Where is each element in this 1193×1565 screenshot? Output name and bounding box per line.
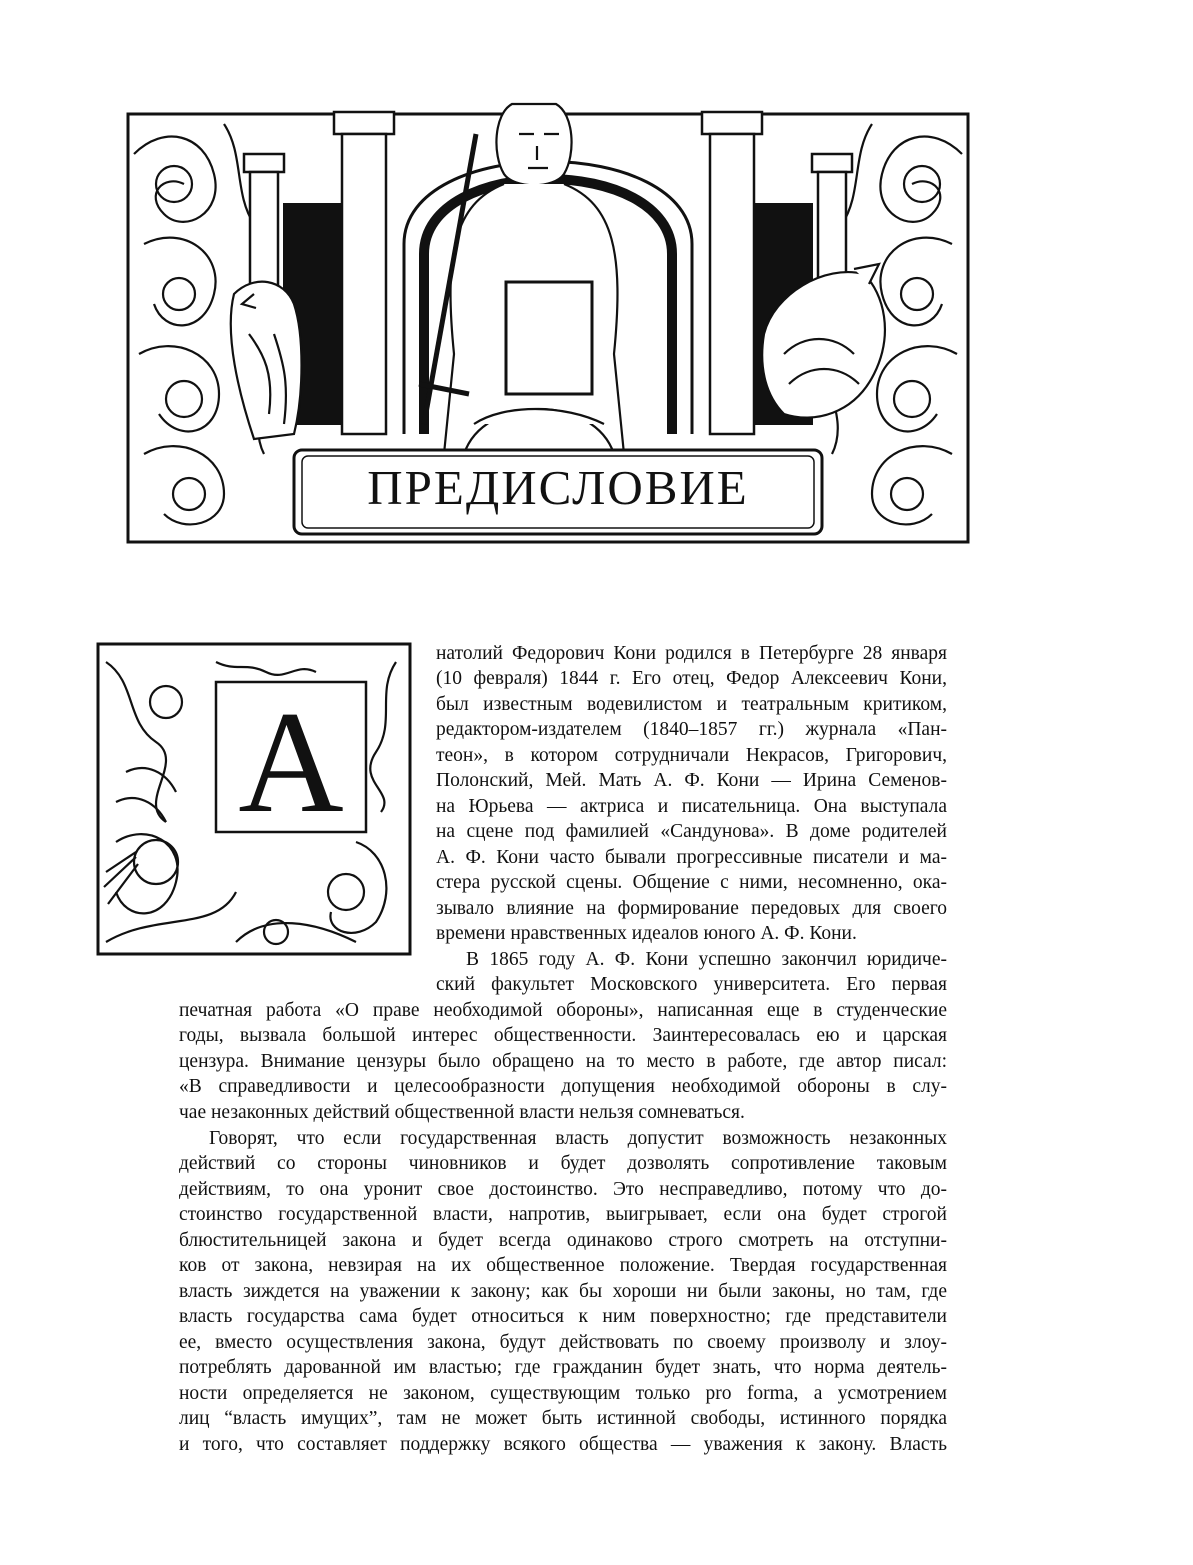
- text-line: зывало влияние на формирование передовых для своего: [436, 898, 947, 919]
- text-line: ков от закона, невзирая на их общественное положение. Твердая государственная: [179, 1255, 947, 1276]
- text-line: был известным водевилистом и театральным критиком,: [436, 694, 947, 715]
- text-line: натолий Федорович Кони родился в Петербурге 28 января: [436, 643, 947, 664]
- text-line: В 1865 году А. Ф. Кони успешно закончил юридиче-: [466, 949, 947, 970]
- chapter-title: ПРЕДИСЛОВИЕ: [367, 459, 749, 515]
- text-line: блюстительницей закона и будет всегда одинаково строго смотреть на отступни-: [179, 1230, 947, 1251]
- text-line: печатная работа «О праве необходимой обороны», написанная еще в студенческие: [179, 1000, 947, 1021]
- text-line: теон», в котором сотрудничали Некрасов, Григорович,: [436, 745, 947, 766]
- text-line: А. Ф. Кони часто бывали прогрессивные писатели и ма-: [436, 847, 947, 868]
- text-line: годы, вызвала большой интерес общественности. Заинтересовалась ею и царская: [179, 1025, 947, 1046]
- text-line: (10 февраля) 1844 г. Его отец, Федор Алексеевич Кони,: [436, 668, 947, 689]
- text-line: власть зиждется на уважении к закону; как бы хороши ни были законы, но там, где: [179, 1281, 947, 1302]
- text-line: Говорят, что если государственная власть допустит возможность незаконных: [209, 1128, 947, 1149]
- text-line: цензура. Внимание цензуры было обращено на то место в работе, где автор писал:: [179, 1051, 947, 1072]
- text-line: потреблять дарованной им властью; где гражданин будет знать, что норма деятель-: [179, 1357, 947, 1378]
- text-line: «В справедливости и целесообразности допущения необходимой обороны в слу-: [179, 1076, 947, 1097]
- text-line: ский факультет Московского университета. Его первая: [436, 974, 947, 995]
- text-line: Полонский, Мей. Мать А. Ф. Кони — Ирина Семенов-: [436, 770, 947, 791]
- text-line: ее, вместо осуществления закона, будут действовать по своему произволу и злоу-: [179, 1332, 947, 1353]
- text-line: действиям, то она уронит свое достоинство. Это несправедливо, потому что до-: [179, 1179, 947, 1200]
- text-line: действий со стороны чиновников и будет дозволять сопротивление таковым: [179, 1153, 947, 1174]
- text-line: ности определяется не законом, существующим только pro forma, а усмотрением: [179, 1383, 947, 1404]
- dropcap-letter: А: [238, 681, 344, 843]
- text-line: лиц “власть имущих”, там не может быть истинной свободы, истинного порядка: [179, 1408, 947, 1429]
- text-line: на Юрьева — актриса и писательница. Она выступала: [436, 796, 947, 817]
- text-line: чае незаконных действий общественной власти нельзя сомневаться.: [179, 1102, 745, 1123]
- text-line: и того, что составляет поддержку всякого общества — уважения к закону. Власть: [179, 1434, 947, 1455]
- text-line: редактором-издателем (1840–1857 гг.) журнала «Пан-: [436, 719, 947, 740]
- text-line: стоинство государственной власти, напротив, выигрывает, если она будет строгой: [179, 1204, 947, 1225]
- text-line: стера русской сцены. Общение с ними, несомненно, ока-: [436, 872, 947, 893]
- text-line: на сцене под фамилией «Сандунова». В доме родителей: [436, 821, 947, 842]
- text-line: времени нравственных идеалов юного А. Ф. Кони.: [436, 923, 857, 944]
- text-line: власть государства сама будет относиться к ним поверхностно; где представители: [179, 1306, 947, 1327]
